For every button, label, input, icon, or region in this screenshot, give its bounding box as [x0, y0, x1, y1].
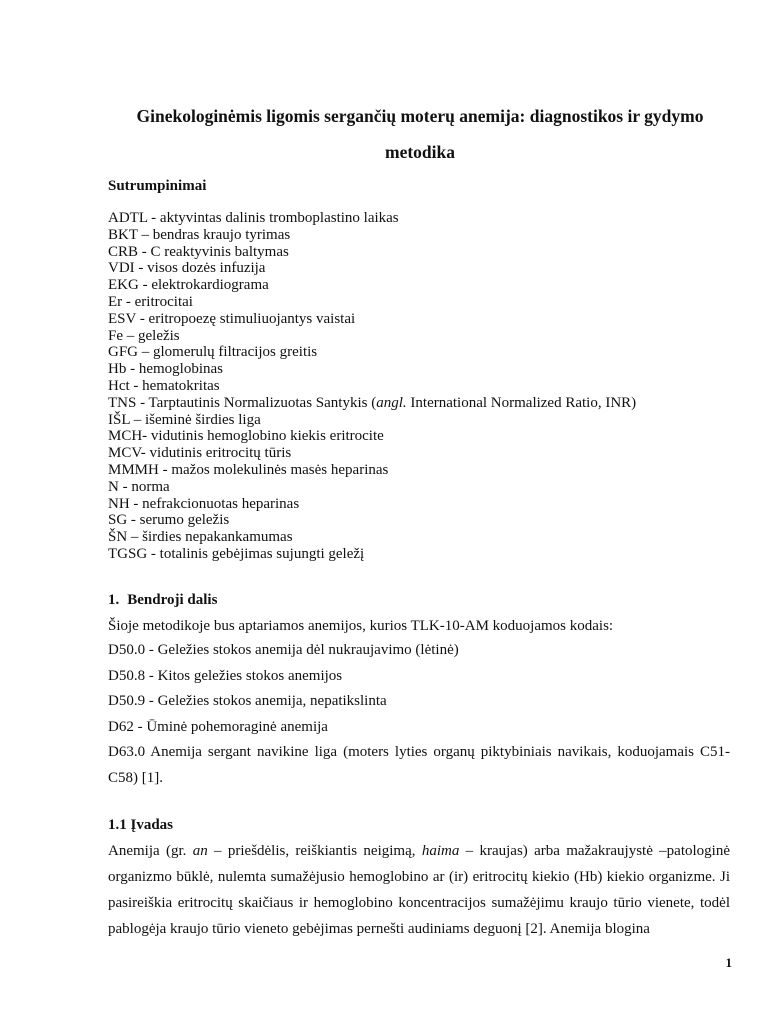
abbreviation-item: ESV - eritropoezę stimuliuojantys vaistai [108, 310, 356, 327]
abbreviation-item: VDI - visos dozės infuzija [108, 260, 266, 277]
page-number: 1 [725, 955, 732, 970]
abbreviation-item: Hb - hemoglobinas [108, 361, 223, 378]
abbreviation-item: MCH- vidutinis hemoglobino kiekis eritrocite [108, 428, 384, 445]
section-title: Bendroji dalis [127, 592, 218, 608]
diagnosis-code-item: D62 - Ūminė pohemoraginė anemija [108, 718, 328, 735]
diagnosis-code-list [108, 638, 730, 791]
section-intro: Šioje metodikoje bus aptariamos anemijos, kurios TLK-10-AM koduojamos kodais: [108, 618, 614, 634]
abbreviation-item: EKG - elektrokardiograma [108, 277, 269, 294]
abbreviation-item: Er - eritrocitai [108, 293, 193, 310]
abbreviation-item: SG - serumo geležis [108, 512, 230, 529]
intro-text-part: – kraujas) arba mažakraujystė –patologinė organizmo būklė, nulemta sumažėjusio hemoglobino ar (ir) eritrocitų kiekio (Hb) kiekio organizme. Ji pasireiškia eritrocitų skaičiaus ir hemoglobino koncentracijos sumažėjimu kraujo tūrio vienete, todėl pablogėja kraujo tūrio vieneto gebėjimas pernešti audiniams deguonį [2]. Anemija blogina [108, 843, 730, 937]
diagnosis-code-item: D50.9 - Geležies stokos anemija, nepatikslinta [108, 693, 387, 709]
abbreviation-item: ŠN – širdies nepakankamumas [108, 529, 293, 546]
tns-prefix: TNS - Tarptautinis Normalizuotas Santykis ( [108, 394, 377, 411]
abbreviations-heading: Sutrumpinimai [108, 178, 207, 194]
subsection-heading: 1.1 Įvadas [108, 817, 174, 833]
document-title: Ginekologinėmis ligomis sergančių moterų anemija: diagnostikos ir gydymo metodika [136, 106, 704, 162]
tns-suffix: International Normalized Ratio, INR) [406, 394, 637, 411]
abbreviation-item: ADTL - aktyvintas dalinis tromboplastino laikas [108, 210, 399, 226]
abbreviation-item: CRB - C reaktyvinis baltymas [108, 243, 289, 260]
abbreviation-item: MMMH - mažos molekulinės masės heparinas [108, 461, 389, 478]
abbreviation-item: Hct - hematokritas [108, 377, 220, 394]
abbreviation-item: TGSG - totalinis gebėjimas sujungti geležį [108, 545, 365, 562]
abbreviation-item-tns [108, 395, 728, 412]
tns-italic: angl. [376, 394, 407, 411]
intro-italic-term: an [192, 843, 208, 859]
intro-paragraph [108, 838, 730, 942]
abbreviations-list [108, 210, 728, 563]
abbreviation-item: MCV- vidutinis eritrocitų tūris [108, 445, 292, 462]
diagnosis-code-item: D50.8 - Kitos geležies stokos anemijos [108, 667, 343, 684]
diagnosis-code-item: D63.0 Anemija sergant navikine liga (moters lyties organų piktybiniais navikais, koduojamais C51-C58) [1]. [108, 744, 730, 786]
abbreviation-item: Fe – geležis [108, 327, 180, 344]
abbreviation-item: N - norma [108, 478, 170, 495]
intro-italic-term: haima [421, 843, 460, 859]
diagnosis-code-item: D50.0 - Geležies stokos anemija dėl nukraujavimo (lėtinė) [108, 642, 459, 658]
abbreviation-item: IŠL – išeminė širdies liga [108, 411, 261, 428]
section-heading [108, 592, 217, 609]
abbreviation-item: BKT – bendras kraujo tyrimas [108, 226, 291, 243]
section-number: 1. [108, 592, 120, 608]
abbreviation-item: NH - nefrakcionuotas heparinas [108, 495, 300, 512]
intro-text-part: Anemija (gr. [108, 843, 193, 859]
abbreviation-item: GFG – glomerulų filtracijos greitis [108, 344, 318, 361]
intro-text-part: – priešdėlis, reiškiantis neigimą, [207, 843, 422, 859]
